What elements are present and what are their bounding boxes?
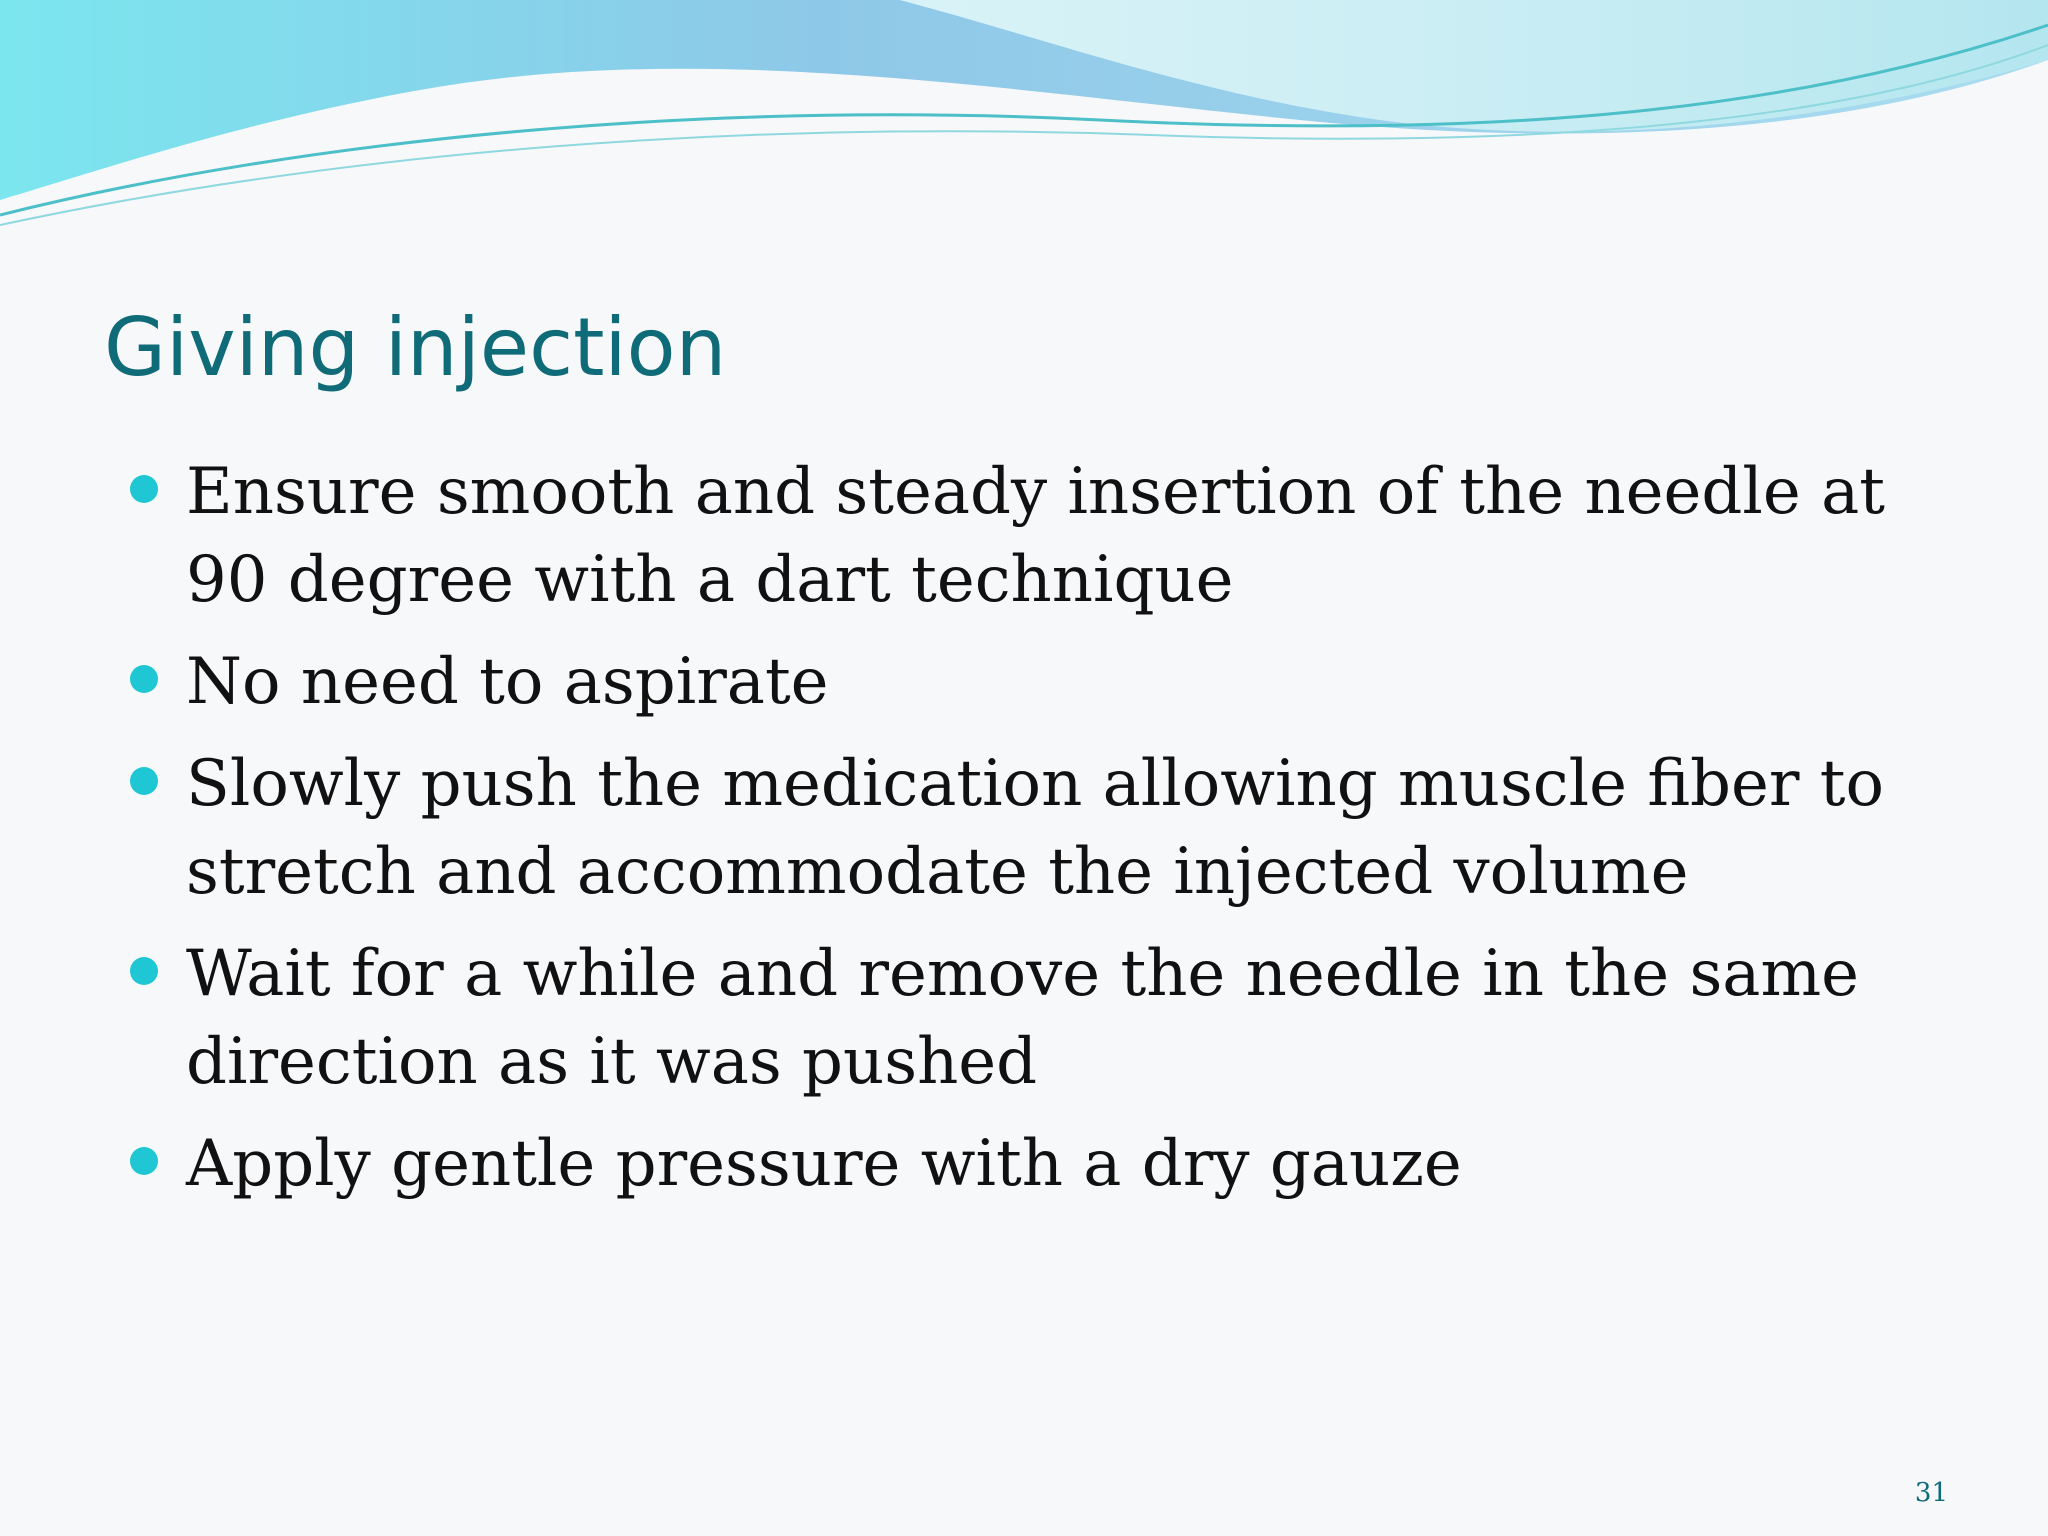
bullet-item-5: [130, 1120, 1930, 1208]
bullet-item-3: [130, 740, 1930, 916]
bullet-icon: [130, 475, 158, 503]
bullet-text: Slowly push the medication allowing muscle fiber to stretch and accommodate the injected volume: [186, 747, 1885, 909]
bullet-list: [130, 448, 1930, 1222]
bullet-item-1: [130, 448, 1930, 624]
bullet-icon: [130, 957, 158, 985]
header-wave-decoration: [0, 0, 2048, 240]
bullet-icon: [130, 767, 158, 795]
page-number: 31: [1914, 1478, 1948, 1508]
bullet-text: Wait for a while and remove the needle in the same direction as it was pushed: [186, 937, 1859, 1099]
bullet-text: Apply gentle pressure with a dry gauze: [186, 1127, 1462, 1201]
bullet-item-4: [130, 930, 1930, 1106]
bullet-text: No need to aspirate: [186, 645, 829, 719]
bullet-icon: [130, 1147, 158, 1175]
bullet-text: Ensure smooth and steady insertion of the needle at 90 degree with a dart technique: [186, 455, 1885, 617]
bullet-item-2: [130, 638, 1930, 726]
slide-title: Giving injection: [104, 301, 727, 394]
bullet-icon: [130, 665, 158, 693]
